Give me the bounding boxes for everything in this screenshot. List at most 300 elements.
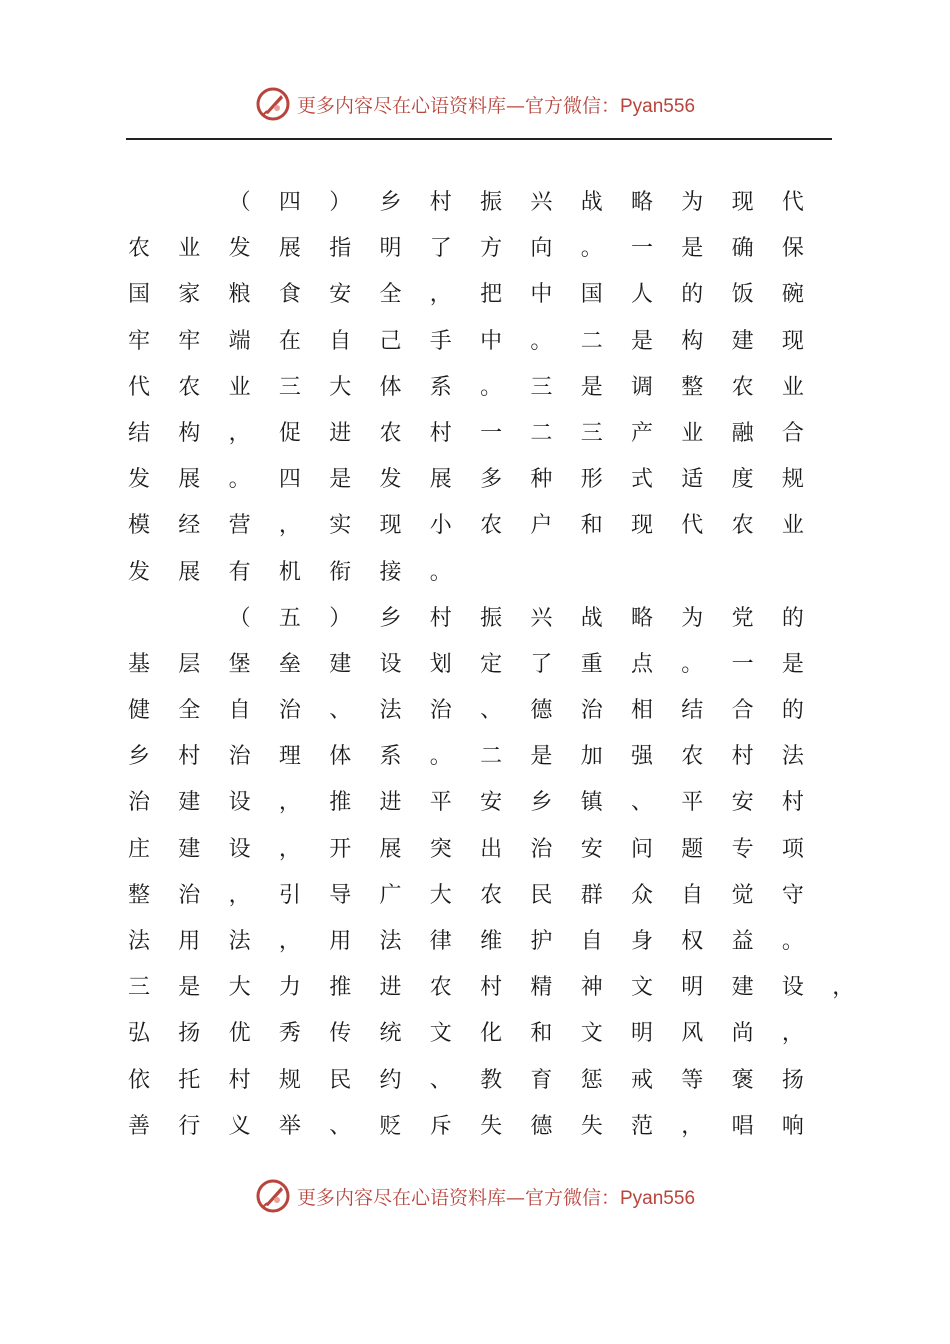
glyph: 。 (681, 651, 704, 677)
glyph: 扬 (781, 1067, 804, 1093)
glyph: 。 (228, 467, 251, 493)
glyph: 是 (580, 374, 603, 400)
glyph: 划 (429, 651, 452, 677)
glyph: 实 (329, 513, 352, 539)
glyph: ， (832, 975, 855, 1001)
glyph: 出 (480, 836, 503, 862)
glyph: ） (329, 605, 352, 631)
glyph: 惩 (580, 1067, 603, 1093)
text-line (128, 1104, 828, 1150)
glyph: 是 (178, 975, 201, 1001)
glyph: 代 (128, 374, 151, 400)
glyph: 展 (178, 467, 201, 493)
glyph: 现 (631, 513, 654, 539)
glyph: 保 (781, 236, 804, 262)
glyph: 众 (631, 882, 654, 908)
glyph: 用 (178, 929, 201, 954)
glyph: 在 (278, 328, 301, 354)
glyph: 的 (781, 605, 804, 631)
glyph: 端 (228, 328, 251, 354)
glyph: 明 (681, 975, 704, 1001)
glyph: （ (228, 190, 251, 215)
glyph: 全 (379, 282, 402, 308)
glyph: 饭 (731, 282, 754, 308)
text-line (128, 550, 828, 596)
glyph: 。 (580, 236, 603, 262)
text-line (128, 919, 828, 965)
glyph: 乡 (530, 790, 553, 816)
glyph: 兴 (530, 605, 553, 631)
glyph: 的 (781, 698, 804, 724)
glyph: 和 (580, 513, 603, 539)
glyph: 农 (731, 374, 754, 400)
glyph: 建 (178, 790, 201, 816)
glyph: 调 (631, 374, 654, 400)
glyph: 振 (480, 605, 503, 631)
glyph: 整 (128, 882, 151, 908)
glyph: 村 (480, 975, 503, 1001)
glyph: 农 (178, 374, 201, 400)
glyph: 自 (580, 929, 603, 954)
glyph: 、 (429, 1067, 452, 1093)
glyph: 唱 (731, 1113, 754, 1139)
glyph: 一 (631, 236, 654, 262)
glyph: 法 (128, 929, 151, 954)
glyph: 种 (530, 467, 553, 493)
glyph: 农 (480, 513, 503, 539)
glyph: 产 (631, 420, 654, 446)
glyph: 褒 (731, 1067, 754, 1093)
glyph: 守 (781, 882, 804, 908)
glyph: 三 (530, 374, 553, 400)
glyph: 法 (379, 929, 402, 954)
glyph: 己 (379, 328, 402, 354)
glyph: 扬 (178, 1021, 201, 1047)
glyph: ， (228, 420, 251, 446)
glyph: 农 (429, 975, 452, 1001)
header-wechat-id: Pyan556 (620, 95, 696, 117)
glyph: 治 (178, 882, 201, 908)
glyph: 护 (530, 929, 553, 954)
glyph: 法 (781, 744, 804, 770)
glyph: 式 (631, 467, 654, 493)
glyph: ， (681, 1113, 704, 1139)
glyph: 三 (128, 975, 151, 1001)
glyph: 人 (631, 282, 654, 308)
text-line (128, 457, 828, 503)
glyph: 明 (379, 236, 402, 262)
glyph: 发 (128, 467, 151, 493)
glyph: 题 (681, 836, 704, 862)
glyph: 展 (278, 236, 301, 262)
glyph: 村 (228, 1067, 251, 1093)
glyph: 有 (228, 559, 251, 585)
glyph: 秀 (278, 1021, 301, 1047)
glyph: 把 (480, 282, 503, 308)
glyph: 村 (429, 190, 452, 215)
header-banner[interactable] (255, 86, 695, 122)
quill-seal-icon (255, 1178, 291, 1214)
glyph: 略 (631, 190, 654, 215)
glyph: 业 (781, 513, 804, 539)
glyph: 农 (128, 236, 151, 262)
glyph: 接 (379, 559, 402, 585)
glyph: 战 (580, 605, 603, 631)
glyph: 德 (530, 698, 553, 724)
glyph: 二 (580, 328, 603, 354)
glyph: 基 (128, 651, 151, 677)
glyph: 觉 (731, 882, 754, 908)
glyph: 优 (228, 1021, 251, 1047)
glyph: 专 (731, 836, 754, 862)
glyph: 尚 (731, 1021, 754, 1047)
glyph: 约 (379, 1067, 402, 1093)
glyph: 定 (480, 651, 503, 677)
glyph: 庄 (128, 836, 151, 862)
glyph: 体 (379, 374, 402, 400)
glyph: 统 (379, 1021, 402, 1047)
glyph: 推 (329, 790, 352, 816)
glyph: 家 (178, 282, 201, 308)
glyph: 建 (178, 836, 201, 862)
glyph: 形 (580, 467, 603, 493)
glyph: 体 (329, 744, 352, 770)
text-line (128, 780, 828, 826)
glyph: 小 (429, 513, 452, 539)
glyph: 展 (379, 836, 402, 862)
glyph: 四 (278, 190, 301, 215)
glyph: 文 (580, 1021, 603, 1047)
glyph: 展 (178, 559, 201, 585)
glyph: 层 (178, 651, 201, 677)
glyph: 乡 (128, 744, 151, 770)
text-line (128, 596, 828, 642)
glyph: 弘 (128, 1021, 151, 1047)
glyph: ， (228, 882, 251, 908)
glyph: 确 (731, 236, 754, 262)
glyph: 明 (631, 1021, 654, 1047)
glyph: 大 (228, 975, 251, 1001)
glyph: 衔 (329, 559, 352, 585)
glyph: 构 (681, 328, 704, 354)
glyph: 开 (329, 836, 352, 862)
glyph: 碗 (781, 282, 804, 308)
glyph: 重 (580, 651, 603, 677)
glyph: 行 (178, 1113, 201, 1139)
glyph: 发 (128, 559, 151, 585)
glyph: 大 (329, 374, 352, 400)
glyph: 民 (329, 1067, 352, 1093)
glyph: 化 (480, 1021, 503, 1047)
glyph: 二 (530, 420, 553, 446)
glyph: 贬 (379, 1113, 402, 1139)
glyph: 向 (530, 236, 553, 262)
glyph: 党 (731, 605, 754, 631)
glyph: 农 (731, 513, 754, 539)
glyph: 文 (429, 1021, 452, 1047)
glyph: 。 (480, 374, 503, 400)
glyph: 和 (530, 1021, 553, 1047)
footer-slogan: 更多内容尽在心语资料库—官方微信： (296, 1186, 620, 1209)
glyph: 平 (681, 790, 704, 816)
glyph: 进 (329, 420, 352, 446)
glyph: 结 (128, 420, 151, 446)
glyph: 加 (580, 744, 603, 770)
glyph: 系 (379, 744, 402, 770)
glyph: 安 (580, 836, 603, 862)
glyph: 益 (731, 929, 754, 954)
glyph: 项 (781, 836, 804, 862)
glyph: 建 (731, 975, 754, 1001)
glyph: 现 (781, 328, 804, 354)
glyph: 健 (128, 698, 151, 724)
glyph: 食 (278, 282, 301, 308)
page-footer (0, 1174, 950, 1218)
glyph: 堡 (228, 651, 251, 677)
glyph: 模 (128, 513, 151, 539)
glyph: 代 (681, 513, 704, 539)
glyph: 、 (329, 1113, 352, 1139)
glyph: 系 (429, 374, 452, 400)
glyph: 牢 (178, 328, 201, 354)
glyph: 维 (480, 929, 503, 954)
glyph: 设 (228, 790, 251, 816)
glyph: 推 (329, 975, 352, 1001)
glyph: 导 (329, 882, 352, 908)
glyph: 治 (228, 744, 251, 770)
glyph: 点 (631, 651, 654, 677)
text-line (128, 411, 828, 457)
glyph: 农 (379, 420, 402, 446)
glyph: ， (278, 929, 301, 954)
glyph: 自 (681, 882, 704, 908)
glyph: ， (429, 282, 452, 308)
glyph: 村 (781, 790, 804, 816)
glyph: 失 (580, 1113, 603, 1139)
glyph: 国 (128, 282, 151, 308)
footer-banner-text (297, 1183, 695, 1210)
glyph: 托 (178, 1067, 201, 1093)
glyph: ， (781, 1021, 804, 1047)
glyph: 治 (530, 836, 553, 862)
glyph: 结 (681, 698, 704, 724)
glyph: 民 (530, 882, 553, 908)
glyph: ， (278, 513, 301, 539)
glyph: （ (228, 605, 251, 631)
text-line (128, 734, 828, 780)
glyph: 建 (731, 328, 754, 354)
glyph: 神 (580, 975, 603, 1001)
glyph: 一 (731, 651, 754, 677)
glyph: 是 (681, 236, 704, 262)
glyph: 群 (580, 882, 603, 908)
glyph: 强 (631, 744, 654, 770)
glyph: 指 (329, 236, 352, 262)
glyph: 广 (379, 882, 402, 908)
glyph: 全 (178, 698, 201, 724)
glyph: 律 (429, 929, 452, 954)
glyph: 粮 (228, 282, 251, 308)
glyph: 是 (329, 467, 352, 493)
glyph: 促 (278, 420, 301, 446)
glyph: 是 (781, 651, 804, 677)
text-line (128, 1058, 828, 1104)
glyph: 失 (480, 1113, 503, 1139)
glyph: 范 (631, 1113, 654, 1139)
glyph: 。 (429, 559, 452, 585)
glyph: 权 (681, 929, 704, 954)
glyph: 二 (480, 744, 503, 770)
glyph: 农 (480, 882, 503, 908)
glyph: 经 (178, 513, 201, 539)
glyph: 为 (681, 190, 704, 215)
glyph: 多 (480, 467, 503, 493)
text-line (128, 180, 828, 226)
glyph: 。 (530, 328, 553, 354)
glyph: 治 (278, 698, 301, 724)
glyph: 等 (681, 1067, 704, 1093)
text-line (128, 1011, 828, 1057)
glyph: 安 (329, 282, 352, 308)
glyph: 发 (379, 467, 402, 493)
glyph: 牢 (128, 328, 151, 354)
glyph: 业 (781, 374, 804, 400)
glyph: 问 (631, 836, 654, 862)
glyph: 规 (278, 1067, 301, 1093)
glyph: 融 (731, 420, 754, 446)
text-line (128, 827, 828, 873)
glyph: 法 (379, 698, 402, 724)
glyph: 了 (429, 236, 452, 262)
glyph: 略 (631, 605, 654, 631)
header-slogan: 更多内容尽在心语资料库—官方微信： (296, 94, 620, 117)
glyph: 兴 (530, 190, 553, 215)
glyph: 进 (379, 790, 402, 816)
glyph: 现 (731, 190, 754, 215)
glyph: ， (278, 836, 301, 862)
glyph: ， (278, 790, 301, 816)
text-line (128, 365, 828, 411)
text-line (128, 319, 828, 365)
glyph: 用 (329, 929, 352, 954)
glyph: 设 (228, 836, 251, 862)
glyph: 、 (631, 790, 654, 816)
glyph: 合 (731, 698, 754, 724)
glyph: 业 (228, 374, 251, 400)
glyph: 治 (429, 698, 452, 724)
glyph: 风 (681, 1021, 704, 1047)
quill-seal-icon (255, 86, 291, 122)
glyph: 业 (178, 236, 201, 262)
glyph: 力 (278, 975, 301, 1001)
text-line (128, 965, 855, 1011)
text-line (128, 503, 828, 549)
glyph: 乡 (379, 605, 402, 631)
glyph: 精 (530, 975, 553, 1001)
glyph: 。 (429, 744, 452, 770)
glyph: 安 (480, 790, 503, 816)
glyph: 、 (480, 698, 503, 724)
glyph: 善 (128, 1113, 151, 1139)
glyph: 村 (429, 605, 452, 631)
glyph: 依 (128, 1067, 151, 1093)
glyph: 进 (379, 975, 402, 1001)
glyph: 国 (580, 282, 603, 308)
glyph: 了 (530, 651, 553, 677)
text-line (128, 272, 828, 318)
glyph: 相 (631, 698, 654, 724)
glyph: 振 (480, 190, 503, 215)
glyph: 响 (781, 1113, 804, 1139)
text-line (128, 226, 828, 272)
footer-banner[interactable] (255, 1178, 695, 1214)
glyph: 村 (429, 420, 452, 446)
text-line (128, 873, 828, 919)
glyph: 五 (278, 605, 301, 631)
glyph: 中 (530, 282, 553, 308)
glyph: 、 (329, 698, 352, 724)
glyph: 垒 (278, 651, 301, 677)
glyph: 三 (580, 420, 603, 446)
glyph: 自 (228, 698, 251, 724)
glyph: 规 (781, 467, 804, 493)
text-line (128, 688, 828, 734)
footer-wechat-id: Pyan556 (620, 1187, 696, 1209)
glyph: 机 (278, 559, 301, 585)
glyph: 农 (681, 744, 704, 770)
header-banner-text (297, 91, 695, 118)
text-line (128, 642, 828, 688)
glyph: 大 (429, 882, 452, 908)
glyph: 现 (379, 513, 402, 539)
glyph: 育 (530, 1067, 553, 1093)
glyph: 一 (480, 420, 503, 446)
glyph: 自 (329, 328, 352, 354)
glyph: 突 (429, 836, 452, 862)
glyph: 镇 (580, 790, 603, 816)
glyph: 三 (278, 374, 301, 400)
glyph: 平 (429, 790, 452, 816)
glyph: 展 (429, 467, 452, 493)
glyph: 合 (781, 420, 804, 446)
glyph: 村 (731, 744, 754, 770)
glyph: 村 (178, 744, 201, 770)
glyph: 理 (278, 744, 301, 770)
glyph: 户 (530, 513, 553, 539)
glyph: 义 (228, 1113, 251, 1139)
glyph: 四 (278, 467, 301, 493)
glyph: 是 (530, 744, 553, 770)
glyph: 手 (429, 328, 452, 354)
glyph: 业 (681, 420, 704, 446)
glyph: 传 (329, 1021, 352, 1047)
glyph: 安 (731, 790, 754, 816)
glyph: 为 (681, 605, 704, 631)
glyph: 方 (480, 236, 503, 262)
glyph: 构 (178, 420, 201, 446)
glyph: 中 (480, 328, 503, 354)
glyph: 是 (631, 328, 654, 354)
glyph: 引 (278, 882, 301, 908)
glyph: 戒 (631, 1067, 654, 1093)
glyph: 治 (128, 790, 151, 816)
glyph: 度 (731, 467, 754, 493)
page-header (0, 82, 950, 126)
glyph: 德 (530, 1113, 553, 1139)
glyph: 法 (228, 929, 251, 954)
glyph: 战 (580, 190, 603, 215)
glyph: 身 (631, 929, 654, 954)
